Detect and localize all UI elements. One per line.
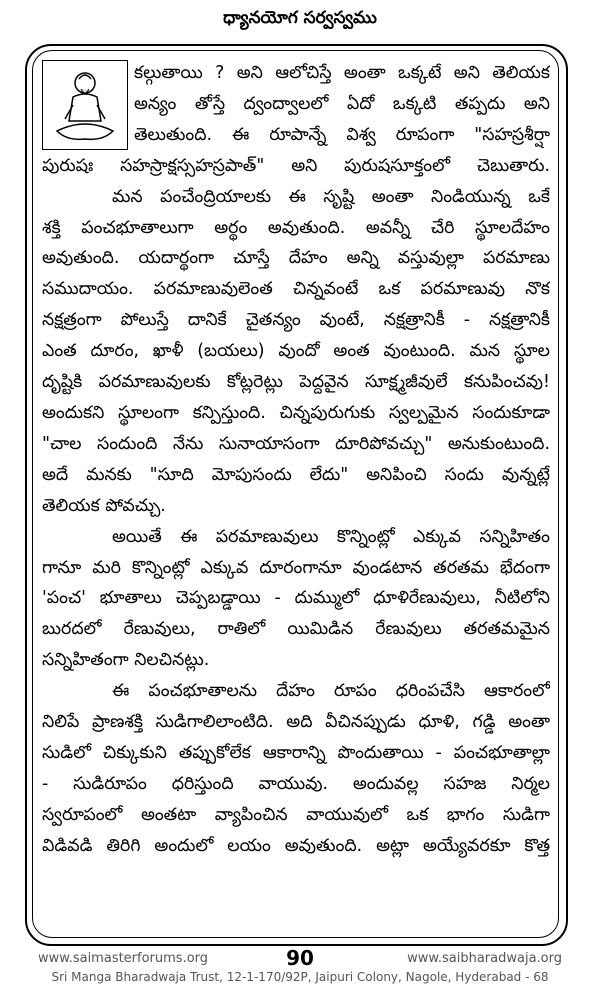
body-line: విడివడి తిరిగి అందులో లయం అవుతుంది. అట్లా అయ్యేవరకూ కొత్త [42,835,550,856]
body-line: దృష్టికి పరమాణువులకు కోట్లరెట్లు పెద్దవైన సూక్ష్మజీవులే కనుపించవు! [42,372,550,393]
footer-left-url[interactable]: www.saimasterforums.org [38,951,209,966]
page-number: 90 [286,946,314,970]
body-line: అదే మనకు "సూది మోపుసందు లేదు" అనిపించి సందు వున్నట్లే [42,464,550,485]
body-line: 'పంచ' భూతాలు చెప్పబడ్డాయి - దుమ్ములో ధూళిరేణువులు, నీటిలోని [42,588,550,609]
body-line: అవుతుంది. యదార్థంగా చూస్తే దేహం అన్ని వస్తువుల్లా పరమాణు [42,248,550,269]
body-line: తెలుతుంది. ఈ రూపాన్నే విశ్వ రూపంగా "సహస్రశీర్షా [134,124,550,145]
body-line: కల్గుతాయి ? అని ఆలోచిస్తే అంతా ఒక్కటే అని తెలియక [134,63,550,83]
body-line: స్వరూపంలో అంతటా వ్యాపించిన వాయువులో ఒక భాగం సుడిగా [42,804,550,825]
body-line: "చాల సందుంది నేను సునాయాసంగా దూరిపోవచ్చు" అనుకుంటుంది. [42,433,550,454]
body-line: శక్తి పంచభూతాలుగా అర్థం అవుతుంది. అవన్నీ చేరి స్థూలదేహం [42,217,550,238]
body-line: - సుడిరూపం ధరిస్తుంది వాయువు. అందువల్ల సహజ నిర్మల [42,773,550,794]
body-line: గానూ మరి కొన్నింట్లో ఎక్కువ దూరంగానూ వుండటాన తరతమ భేదంగా [42,557,550,578]
body-line: అయితే ఈ పరమాణువులు కొన్నింట్లో ఎక్కువ సన్నిహితం [112,526,550,547]
running-header: ధ్యానయోగ సర్వస్వము [223,8,377,28]
body-line: పురుషః సహస్రాక్షస్సహస్రపాత్" అని పురుషసూక్తంలో చెబుతారు. [42,155,550,176]
body-text [42,58,550,862]
body-line: ఈ పంచభూతాలను దేహం రూపం ధరింపచేసి ఆకారంలో [112,681,550,702]
body-line: నక్షత్రంగా పోలుస్తే దానికే చైతన్యం వుంటే, నక్షత్రానికీ - నక్షత్రానికీ [42,310,550,331]
body-line: తెలియక పోవచ్చు. [42,495,166,516]
publisher-address: Sri Manga Bharadwaja Trust, 12-1-170/92P, Jaipuri Colony, Nagole, Hyderabad - 68 [51,970,549,984]
body-line: సన్నిహితంగా నిలచినట్లు. [42,650,210,671]
footer-right-url[interactable]: www.saibharadwaja.org [407,951,562,966]
body-line: సముదాయం. పరమాణువులెంత చిన్నవంటే ఒక పరమాణువు నొక [42,279,550,300]
body-line: అందుకని స్థూలంగా కన్పిస్తుంది. చిన్నపురుగుకు స్వల్పమైన సందుకూడా [42,402,550,423]
body-line: నిలిపే ప్రాణశక్తి సుడిగాలిలాంటిది. అది వీచినప్పుడు ధూళి, గడ్డి అంతా [42,712,550,733]
body-line: బురదలో రేణువులు, రాతిలో యిమిడిన రేణువులు తరతమమైన [42,619,550,640]
body-line: సుడిలో చిక్కుకుని తప్పుకోలేక ఆకారాన్ని పొందుతాయి - పంచభూతాల్లా [42,742,550,763]
body-line: మన పంచేంద్రియాలకు ఈ సృష్టి అంతా నిండియున్న ఒకే [112,186,550,207]
body-line: అన్యం తోస్తే ద్వంద్వాలలో ఏదో ఒక్కటి తప్పదు అని [134,93,550,114]
body-line: ఎంత దూరం, ఖాళీ (బయలు) వుందో అంత వుంటుంది. మన స్థూల [42,341,550,362]
